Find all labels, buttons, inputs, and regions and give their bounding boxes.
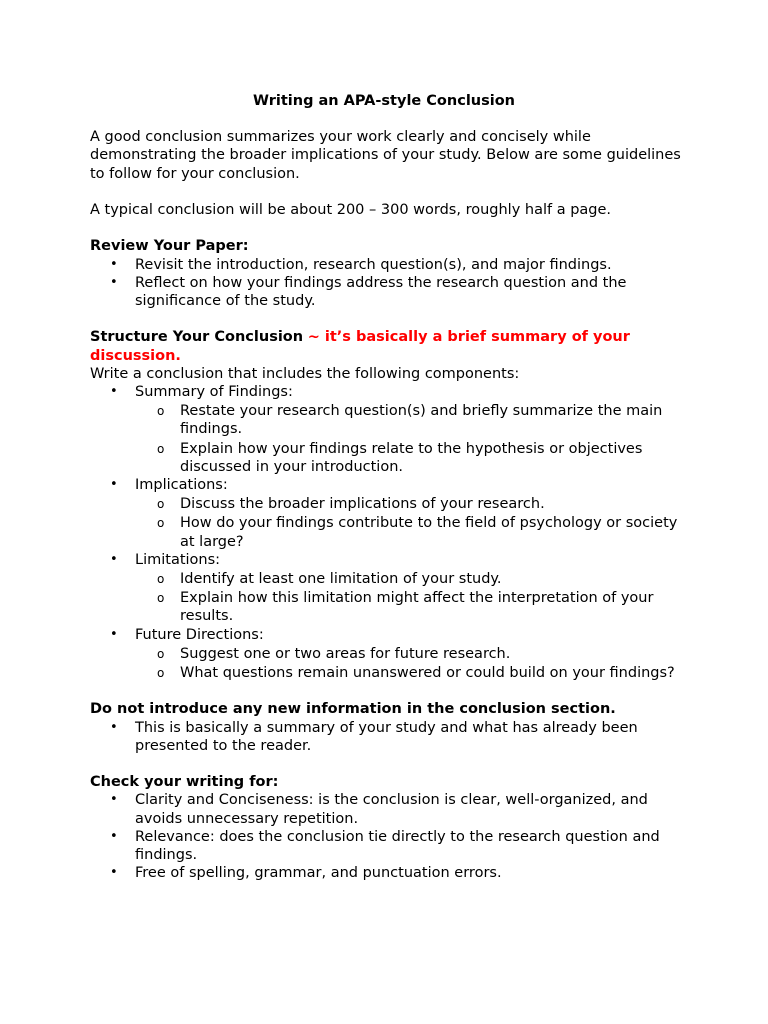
list-item: • Relevance: does the conclusion tie directly to the research question and findings. [110,828,660,864]
document-body [90,92,690,901]
list-item: • Implications: o Discuss the broader implications of your research. o How do your findings contribute to the field of psychology or society at large? [90,476,690,551]
sub-list-item: o Explain how this limitation might affect the interpretation of your results. [157,590,654,625]
structure-section [90,328,690,682]
review-section [90,237,690,310]
no-new-info-heading: Do not introduce any new information in the conclusion section. [90,701,616,718]
structure-intro: Write a conclusion that includes the following components: [90,365,520,382]
bullet-icon: • [110,256,118,272]
list-item: • Clarity and Conciseness: is the conclusion is clear, well-organized, and avoids unnecessary repetition. [110,792,648,827]
check-list [90,791,690,882]
circle-bullet-icon: o [157,646,165,661]
sub-list-item: o How do your findings contribute to the field of psychology or society at large? [157,515,678,550]
review-list [90,256,690,311]
bullet-icon: • [110,477,118,493]
sub-list-item: o Explain how your findings relate to the hypothesis or objectives discussed in your introduction. [157,440,643,475]
circle-bullet-icon: o [157,441,165,456]
sub-list-item: o Suggest one or two areas for future research. [157,645,511,662]
check-section [90,773,690,882]
circle-bullet-icon: o [157,666,165,681]
structure-accent-note: ~ it’s basically a brief summary of your discussion. [90,329,630,364]
sub-list-item: o Identify at least one limitation of your study. [157,571,502,588]
structure-list [90,383,690,682]
structure-heading-line [90,328,690,364]
circle-bullet-icon: o [157,572,165,587]
list-item: • Reflect on how your findings address the research question and the significance of the study. [110,274,627,309]
list-item: • Free of spelling, grammar, and punctuation errors. [110,865,502,882]
bullet-icon: • [110,865,118,881]
no-new-info-section [90,700,690,755]
no-new-info-list [90,719,690,755]
list-item: • This is basically a summary of your study and what has already been presented to the reader. [110,719,638,754]
check-heading: Check your writing for: [90,774,279,791]
intro-paragraph: A good conclusion summarizes your work clearly and concisely while demonstrating the broader implications of your study. Below are some guidelines to follow for your conclusion. [90,129,681,182]
bullet-icon: • [110,274,118,290]
list-item: • Summary of Findings: o Restate your research question(s) and briefly summarize the main findings. o Explain how your findings relate to the hypothesis or objectives discussed in your introduction. [90,383,690,476]
bullet-icon: • [110,828,118,844]
sub-list-item: o Discuss the broader implications of your research. [157,496,545,513]
sub-list [135,645,690,682]
review-heading: Review Your Paper: [90,238,249,255]
document-title: Writing an APA-style Conclusion [253,93,515,109]
sub-list [135,402,690,476]
list-item: • Revisit the introduction, research question(s), and major findings. [110,256,612,273]
bullet-icon: • [110,719,118,735]
bullet-icon: • [110,626,118,642]
circle-bullet-icon: o [157,516,165,531]
length-paragraph: A typical conclusion will be about 200 – 300 words, roughly half a page. [90,202,612,218]
bullet-icon: • [110,792,118,808]
bullet-icon: • [110,551,118,567]
bullet-icon: • [110,384,118,399]
circle-bullet-icon: o [157,591,165,606]
sub-list-item: o What questions remain unanswered or could build on your findings? [157,665,675,682]
list-item: • Future Directions: o Suggest one or two areas for future research. o What questions remain unanswered or could build on your findings? [90,626,690,683]
sub-list [135,495,690,551]
circle-bullet-icon: o [157,404,165,419]
sub-list [135,570,690,626]
list-item: • Limitations: o Identify at least one limitation of your study. o Explain how this limitation might affect the interpretation of your results. [90,551,690,626]
structure-heading: Structure Your Conclusion [90,329,304,346]
circle-bullet-icon: o [157,497,165,512]
sub-list-item: o Restate your research question(s) and briefly summarize the main findings. [157,403,663,438]
